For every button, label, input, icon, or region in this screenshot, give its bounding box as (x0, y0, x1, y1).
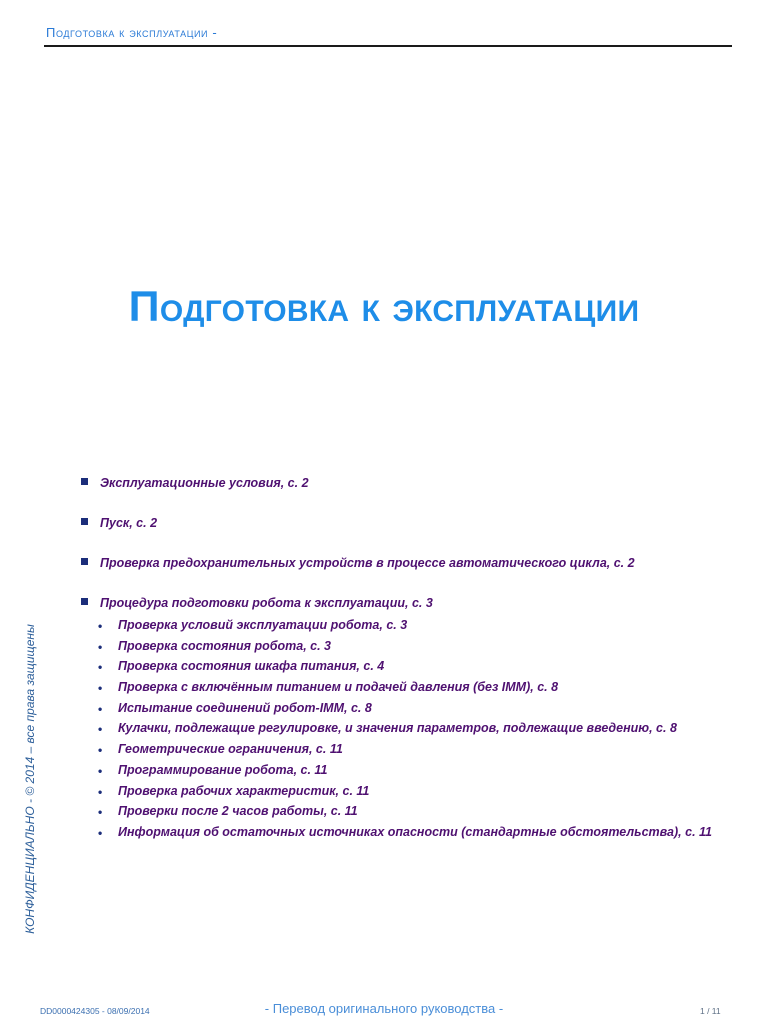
confidential-side-note: КОНФИДЕНЦИАЛЬНО - © 2014 – все права защищены (23, 624, 37, 934)
square-bullet-icon (81, 478, 88, 485)
dot-bullet-icon: • (98, 722, 103, 737)
toc-subitem-label: Проверка условий эксплуатации робота, с. 3 (118, 618, 408, 632)
page-number: 1 / 11 (700, 1006, 721, 1016)
toc-subitem[interactable] (80, 762, 734, 779)
toc-subitem[interactable] (80, 783, 734, 800)
toc-item[interactable] (80, 594, 734, 612)
toc-subitem-label: Проверка состояния робота, с. 3 (118, 638, 332, 653)
footer-caption: - Перевод оригинального руководства - (264, 1001, 504, 1016)
toc-subitem[interactable] (80, 741, 734, 758)
toc-item-label: Эксплуатационные условия, с. 2 (100, 476, 309, 490)
dot-bullet-icon: • (98, 619, 103, 633)
toc-subitem[interactable] (80, 658, 734, 675)
dot-bullet-icon: • (98, 825, 103, 840)
toc-subitem-label: Информация об остаточных источниках опасности (стандартные обстоятельства), с. 11 (118, 824, 712, 839)
toc-subitem-label: Проверка с включённым питанием и подачей давления (без IMM), с. 8 (118, 680, 559, 695)
toc-subitem[interactable] (80, 700, 734, 717)
toc-subitem[interactable] (80, 617, 734, 634)
toc-subitem[interactable] (80, 679, 734, 696)
toc-item[interactable] (80, 474, 734, 492)
toc-item-label: Процедура подготовки робота к эксплуатации, с. 3 (100, 596, 433, 610)
toc-subitem[interactable] (80, 803, 734, 820)
toc-subitem-label: Программирование робота, с. 11 (118, 762, 328, 777)
dot-bullet-icon: • (98, 639, 103, 654)
dot-bullet-icon: • (98, 701, 103, 716)
dot-bullet-icon: • (98, 660, 103, 675)
page-header (44, 24, 732, 47)
table-of-contents (80, 474, 734, 845)
toc-subitem-label: Проверки после 2 часов работы, с. 11 (118, 804, 358, 819)
square-bullet-icon (81, 558, 88, 565)
toc-item[interactable] (80, 514, 734, 532)
toc-subitem[interactable] (80, 720, 734, 737)
toc-item[interactable] (80, 554, 734, 572)
square-bullet-icon (81, 598, 88, 605)
dot-bullet-icon: • (98, 743, 103, 758)
toc-item-label: Пуск, с. 2 (100, 516, 158, 530)
toc-subitem-label: Проверка состояния шкафа питания, с. 4 (118, 659, 385, 674)
toc-sublist (80, 617, 734, 840)
toc-subitem-label: Кулачки, подлежащие регулировке, и значения параметров, подлежащие введению, с. 8 (118, 721, 677, 736)
dot-bullet-icon: • (98, 763, 103, 778)
toc-subitem-label: Геометрические ограничения, с. 11 (118, 742, 343, 757)
toc-subitem-label: Испытание соединений робот-IMM, с. 8 (118, 700, 372, 715)
page-title: Подготовка к эксплуатации (128, 283, 640, 331)
dot-bullet-icon: • (98, 681, 103, 696)
header-title: Подготовка к эксплуатации - (46, 25, 218, 40)
toc-item-label: Проверка предохранительных устройств в процессе автоматического цикла, с. 2 (100, 556, 635, 570)
toc-subitem[interactable] (80, 638, 734, 655)
toc-subitem-label: Проверка рабочих характеристик, с. 11 (118, 783, 370, 798)
dot-bullet-icon: • (98, 805, 103, 820)
document-id: DD0000424305 - 08/09/2014 (40, 1006, 150, 1016)
dot-bullet-icon: • (98, 784, 103, 799)
square-bullet-icon (81, 518, 88, 525)
toc-subitem[interactable] (80, 824, 734, 841)
